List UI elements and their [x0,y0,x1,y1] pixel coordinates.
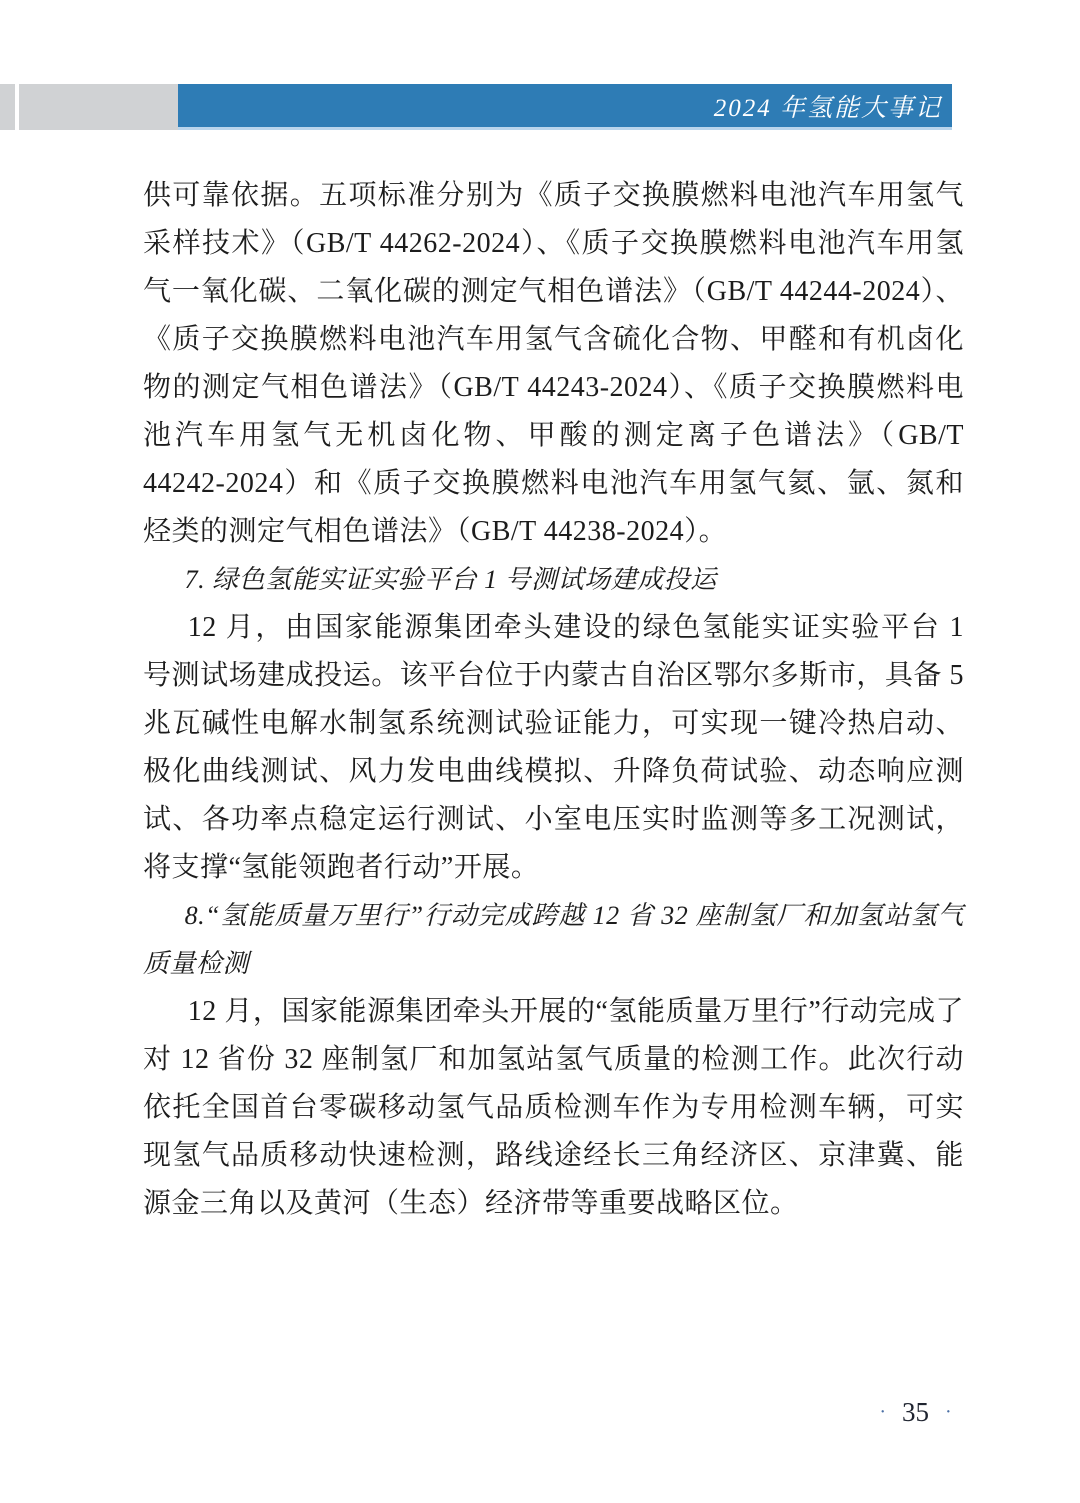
page-number [858,1392,973,1432]
paragraph-standards-list: 供可靠依据。五项标准分别为《质子交换膜燃料电池汽车用氢气采样技术》（GB/T 44262-2024）、《质子交换膜燃料电池汽车用氢气一氧化碳、二氧化碳的测定气相色谱法》（GB/T 44244-2024）、《质子交换膜燃料电池汽车用氢气含硫化合物、甲醛和有机卤化物的测定气相色谱法》（GB/T 44243-2024）、《质子交换膜燃料电池汽车用氢气无机卤化物、甲酸的测定离子色谱法》（GB/T 44242-2024）和《质子交换膜燃料电池汽车用氢气氦、氩、氮和烃类的测定气相色谱法》（GB/T 44238-2024）。 [143,180,964,547]
page-number-right-dot: · [945,1401,952,1423]
paragraph-quality-inspection: 12 月，国家能源集团牵头开展的“氢能质量万里行”行动完成了对 12 省份 32 座制氢厂和加氢站氢气质量的检测工作。此次行动依托全国首台零碳移动氢气品质检测车作为专用检测车辆，可实现氢气品质移动快速检测，路线途经长三角经济区、京津冀、能源金三角以及黄河（生态）经济带等重要战略区位。 [143,996,964,1219]
page-content [143,172,964,1228]
paragraph-test-platform: 12 月，由国家能源集团牵头建设的绿色氢能实证实验平台 1 号测试场建成投运。该平台位于内蒙古自治区鄂尔多斯市，具备 5 兆瓦碱性电解水制氢系统测试验证能力，可实现一键冷热启动、极化曲线测试、风力发电曲线模拟、升降负荷试验、动态响应测试、各功率点稳定运行测试、小室电压实时监测等多工况测试，将支撑“氢能领跑者行动”开展。 [143,612,964,883]
page-number-value: 35 [902,1396,929,1427]
header-bar [178,84,952,130]
header-gray-block [19,84,178,130]
header-left-strip [0,84,15,130]
section-heading-8: 8.“氢能质量万里行”行动完成跨越 12 省 32 座制氢厂和加氢站氢气质量检测 [143,901,964,978]
header-title: 2024 年氢能大事记 [713,94,942,122]
section-heading-7: 7. 绿色氢能实证实验平台 1 号测试场建成投运 [184,565,717,594]
page-number-left-dot: · [879,1401,886,1423]
